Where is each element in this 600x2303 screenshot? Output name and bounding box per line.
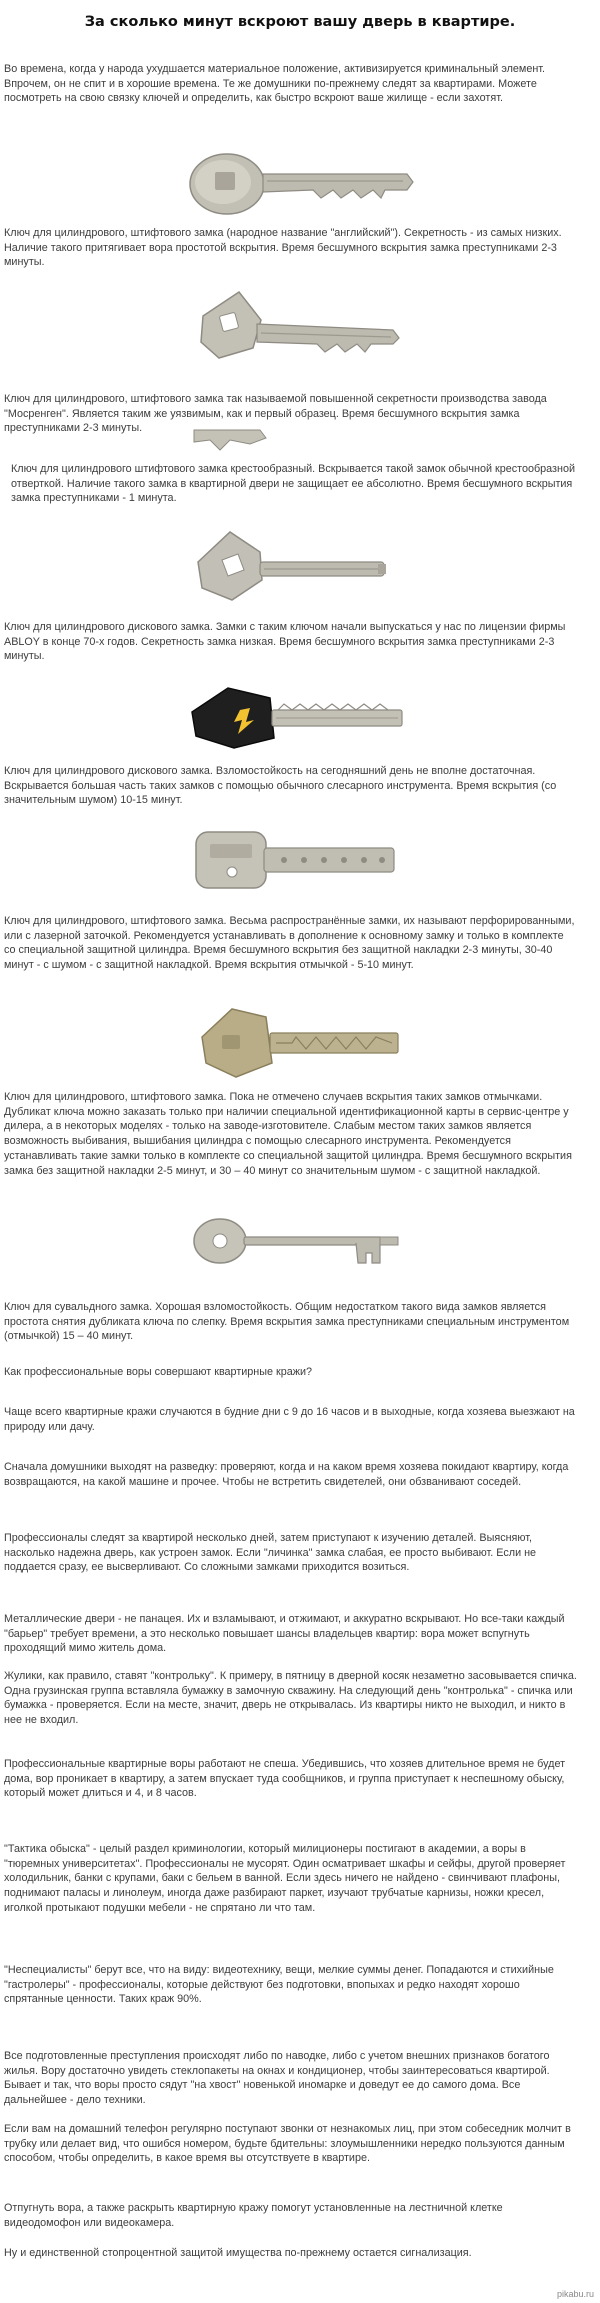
page-title: За сколько минут вскроют вашу дверь в квартире. <box>84 14 516 30</box>
key-disc-black-head-icon <box>188 682 408 752</box>
article-paragraph: Профессиональные квартирные воры работают не спеша. Убедившись, что хозяев длительное время не будет дома, вор проникает в квартиру, а затем впускает туда сообщников, и группа приступает к неспешному обыску, который может длиться и 4, и 8 часов. <box>4 1758 566 1800</box>
article-paragraph: Профессионалы следят за квартирой несколько дней, затем приступают к изучению деталей. Выясняют, насколько надежна дверь, как устроен замок. Если "личинка" замка слабая, ее просто выбивают. Если не поддается сразу, ее высверливают. Со сложными замками приходится возиться. <box>4 1532 537 1574</box>
key-cylinder-pin-icon <box>185 148 415 220</box>
article-heading: Как профессиональные воры совершают квартирные кражи? <box>4 1366 313 1378</box>
key-cylinder-pin-highsecurity-icon <box>190 430 330 456</box>
article-paragraph: Отпугнуть вора, а также раскрыть квартирную кражу помогут установленные на лестничной клетке видеодомофон или видеокамера. <box>4 2202 503 2229</box>
article-paragraph: Сначала домушники выходят на разведку: проверяют, когда и на каком время хозяева покидают квартиру, когда возвращаются, на какой машине и прочее. Чтобы не встретить свидетелей, они обзванивают соседей. <box>4 1461 569 1488</box>
key-cross-icon <box>192 528 392 610</box>
key-section-text-9: Ключ для сувальдного замка. Хорошая взломостойкость. Общим недостатком такого вида замков является простота снятия дубликата ключа по слепку. Время вскрытия замка преступниками специальным инструментом (отмычкой) 15 – 40 минут. <box>4 1301 570 1343</box>
key-section-text-4: Ключ для цилиндрового штифтового замка крестообразный. Вскрывается такой замок обычной крестообразной отверткой. Наличие такого замка в квартирной двери не защищает ее абсолютно. Время бесшумного вскрытия замка преступниками - 1 минута. <box>11 463 575 505</box>
key-section-text-6: Ключ для цилиндрового дискового замка. Взломостойкость на сегодняшний день не вполне достаточная. Вскрывается большая часть таких замков с помощью обычного слесарного инструмента. Время вскрытия (со значительным шумом) 10-15 минут. <box>4 765 557 807</box>
key-cylinder-pin-square-icon <box>195 286 405 374</box>
key-section-text-7: Ключ для цилиндрового, штифтового замка. Весьма распространённые замки, их называют перфорированными, или с лазерной заточкой. Рекомендуется устанавливать в дополнение к основному замку и только в комплекте со специальной защитной цилиндра. Время бесшумного вскрытия без защитной накладки 2-3 минуты, 30-40 минут - с шумом - с защитной накладкой. Время вскрытия отмычкой - 5-10 минут. <box>4 915 575 972</box>
key-section-text-8: Ключ для цилиндрового, штифтового замка. Пока не отмечено случаев вскрытия таких замков отмычками. Дубликат ключа можно заказать только при наличии специальной идентификационной карты в сервис-центре у дилера, а в некоторых моделях - только на заводе-изготовителе. Слабым местом таких замков является возможность выбивания, вышибания цилиндра с помощью слесарного инструмента. Рекомендуется устанавливать такие замки только в комплекте со специальной защитой цилиндра. Время бесшумного вскрытия замка без защитной накладки 2-5 минут, и 30 – 40 минут со значительным шумом - с защитной накладкой. <box>4 1091 572 1177</box>
key-perforated-icon <box>192 826 402 900</box>
article-paragraph: Все подготовленные преступления происходят либо по наводке, либо с учетом внешних признаков богатого жилья. Вору достаточно увидеть стеклопакеты на окнах и кондиционер, чтобы заинтересоваться квартирой. Бывает и так, что воры просто сядут "на хвост" новенькой иномарке и доведут ее до самого дома. Все дальнейшее - дело техники. <box>4 2050 550 2107</box>
key-section-text-2: Ключ для цилиндрового, штифтового замка (народное название "английский"). Секретность - из самых низких. Наличие такого притягивает вора простотой вскрытия. Время бесшумного вскрытия замка преступниками 2-3 минуты. <box>4 227 562 269</box>
key-section-text-5: Ключ для цилиндрового дискового замка. Замки с таким ключом начали выпускаться у нас по лицензии фирмы ABLOY в конце 70-х годов. Секретность замка низкая. Время бесшумного вскрытия замка преступниками 2-3 минуты. <box>4 621 566 663</box>
article-paragraph: "Неспециалисты" берут все, что на виду: видеотехнику, вещи, мелкие суммы денег. Попадаются и стихийные "гастролеры" - профессионалы, которые действуют без подготовки, впопыхах и редко находят хорошо спрятанные ценности. Таких краж 90%. <box>4 1964 554 2006</box>
key-section-text-3: Ключ для цилиндрового, штифтового замка так называемой повышенной секретности производства завода "Мосренген". Является таким же уязвимым, как и первый образец. Время бесшумного вскрытия замка преступниками 2-3 минуты. <box>4 393 547 435</box>
article-paragraph: Металлические двери - не панацея. Их и взламывают, и отжимают, и аккуратно вскрывают. Но все-таки каждый "барьер" требует времени, а это несколько повышает шансы владельцев квартир: вора может вспугнуть проходящий мимо житель дома. <box>4 1613 565 1655</box>
article-paragraph: Чаще всего квартирные кражи случаются в будние дни с 9 до 16 часов и в выходные, когда хозяева выезжают на природу или дачу. <box>4 1406 575 1433</box>
article-paragraph: "Тактика обыска" - целый раздел криминологии, который милиционеры постигают в академии, а воры в "тюремных университетах". Профессионалы не мусорят. Один осматривает шкафы и сейфы, другой проверяет холодильник, банки с крупами, баки с бельем в ванной. Если здесь ничего не найдено - свинчивают плафоны, поднимают паласы и линолеум, иногда даже разбирают паркет, изучают трубчатые карнизы, ножки кресел, иголкой протыкают подушки мебели - не спрятано ли что там. <box>4 1843 566 1914</box>
site-watermark: pikabu.ru <box>556 2289 594 2299</box>
key-lever-icon <box>190 1213 410 1271</box>
article-paragraph: Жулики, как правило, ставят "контрольку". К примеру, в пятницу в дверной косяк незаметно засовывается спичка. Одна грузинская группа вставляла бумажку в замочную скважину. На следующий день "контролька" - спичка или бумажка - проверяется. Если на месте, значит, дверь не открывалась. Из квартиры никто не выходил, и никто в нее не входил. <box>4 1670 577 1727</box>
article-paragraph: Ну и единственной стопроцентной защитой имущества по-прежнему остается сигнализация. <box>4 2247 472 2259</box>
key-dimple-icon <box>196 1003 406 1083</box>
intro-paragraph: Во времена, когда у народа ухудшается материальное положение, активизируется криминальный элемент. Впрочем, он не спит и в хорошие времена. Те же домушники по-прежнему следят за квартирами. Можете посмотреть на свою связку ключей и определить, как быстро вскроют ваше жилище - если захотят. <box>4 63 546 105</box>
article-paragraph: Если вам на домашний телефон регулярно поступают звонки от незнакомых лиц, при этом собеседник молчит в трубку или делает вид, что ошибся номером, будьте бдительны: злоумышленники нередко пользуются данным способом, чтобы определить, в какое время вы отсутствуете в квартире. <box>4 2123 571 2165</box>
